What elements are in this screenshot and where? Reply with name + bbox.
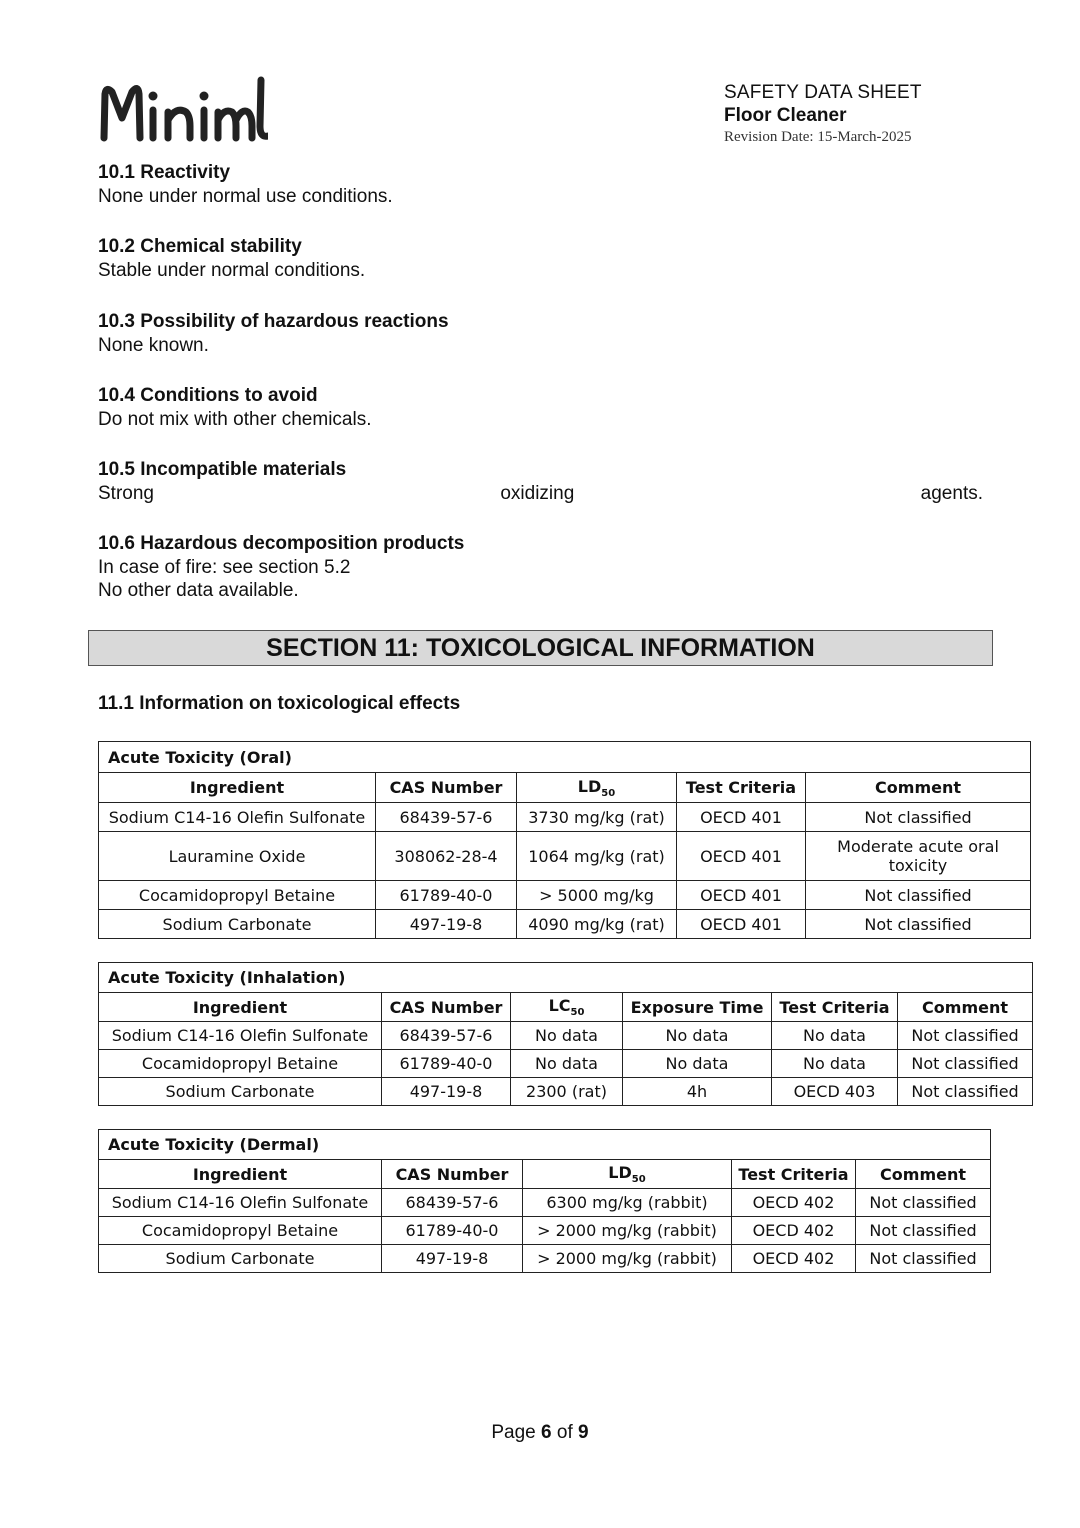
cell: Sodium C14-16 Olefin Sulfonate <box>99 1189 382 1217</box>
col-header: Exposure Time <box>623 993 772 1022</box>
section-text: In case of fire: see section 5.2 <box>98 557 351 578</box>
inhalation-toxicity-table <box>98 962 1033 1106</box>
cell: 497-19-8 <box>382 1245 523 1273</box>
oral-toxicity-table <box>98 741 1031 939</box>
cell: OECD 401 <box>677 910 806 939</box>
section-text: None known. <box>98 335 209 356</box>
col-header: $LD_{50}$ <box>523 1160 732 1189</box>
cell: Cocamidopropyl Betaine <box>99 1050 382 1078</box>
col-header: Comment <box>898 993 1033 1022</box>
cell: 6300 mg/kg (rabbit) <box>523 1189 732 1217</box>
section-10-1 <box>98 161 393 208</box>
col-header: Ingredient <box>99 1160 382 1189</box>
cell: OECD 401 <box>677 803 806 832</box>
miniml-logo <box>98 72 268 148</box>
cell: No data <box>772 1050 898 1078</box>
page-of: of <box>556 1422 573 1443</box>
section-title: 10.5 Incompatible materials <box>98 459 347 480</box>
col-header: Test Criteria <box>732 1160 856 1189</box>
col-header: CAS Number <box>376 773 517 803</box>
cell: OECD 401 <box>677 832 806 881</box>
cell: Sodium C14-16 Olefin Sulfonate <box>99 1022 382 1050</box>
section-10-3 <box>98 310 449 357</box>
table-header-row <box>99 773 1031 803</box>
dermal-toxicity-table <box>98 1129 991 1273</box>
cell: 61789-40-0 <box>376 881 517 910</box>
cell: 68439-57-6 <box>376 803 517 832</box>
cell: 497-19-8 <box>376 910 517 939</box>
revision-date: Revision Date: 15-March-2025 <box>724 129 912 145</box>
cell: No data <box>511 1050 623 1078</box>
cell: No data <box>623 1022 772 1050</box>
cell: Sodium C14-16 Olefin Sulfonate <box>99 803 376 832</box>
cell: 68439-57-6 <box>382 1022 511 1050</box>
section-text: Do not mix with other chemicals. <box>98 409 372 430</box>
col-header: Ingredient <box>99 773 376 803</box>
cell: Sodium Carbonate <box>99 1078 382 1106</box>
cell: Not classified <box>806 881 1031 910</box>
table-header-row <box>99 993 1033 1022</box>
section-10-5 <box>98 458 983 505</box>
section-10-4 <box>98 384 372 431</box>
cell: Not classified <box>806 910 1031 939</box>
cell: OECD 401 <box>677 881 806 910</box>
cell: No data <box>623 1050 772 1078</box>
cell: 497-19-8 <box>382 1078 511 1106</box>
cell: 1064 mg/kg (rat) <box>517 832 677 881</box>
cell: Not classified <box>856 1189 991 1217</box>
cell: Lauramine Oxide <box>99 832 376 881</box>
table-row <box>99 1050 1033 1078</box>
col-header: CAS Number <box>382 1160 523 1189</box>
cell: > 2000 mg/kg (rabbit) <box>523 1245 732 1273</box>
cell: 4090 mg/kg (rat) <box>517 910 677 939</box>
cell: 4h <box>623 1078 772 1106</box>
page-total: 9 <box>578 1422 589 1443</box>
table-caption: Acute Toxicity (Oral) <box>99 742 1031 773</box>
section-title: 10.6 Hazardous decomposition products <box>98 533 465 554</box>
cell: Not classified <box>898 1050 1033 1078</box>
table-row <box>99 1078 1033 1106</box>
cell: Sodium Carbonate <box>99 1245 382 1273</box>
col-header: Comment <box>856 1160 991 1189</box>
section-text: None under normal use conditions. <box>98 186 393 207</box>
table-row <box>99 1217 991 1245</box>
doc-type: SAFETY DATA SHEET <box>724 82 922 103</box>
table-row <box>99 1189 991 1217</box>
table-caption: Acute Toxicity (Inhalation) <box>99 963 1033 993</box>
cell: OECD 402 <box>732 1245 856 1273</box>
col-header: $LC_{50}$ <box>511 993 623 1022</box>
table-row <box>99 1245 991 1273</box>
table-row <box>99 881 1031 910</box>
word: Strong <box>98 483 154 504</box>
cell: 61789-40-0 <box>382 1050 511 1078</box>
table-row <box>99 910 1031 939</box>
col-header: CAS Number <box>382 993 511 1022</box>
cell: 3730 mg/kg (rat) <box>517 803 677 832</box>
cell: Not classified <box>898 1022 1033 1050</box>
cell: Not classified <box>806 803 1031 832</box>
cell: No data <box>511 1022 623 1050</box>
cell: Not classified <box>898 1078 1033 1106</box>
table-row <box>99 832 1031 881</box>
cell: Cocamidopropyl Betaine <box>99 1217 382 1245</box>
section-11-1-title: 11.1 Information on toxicological effects <box>98 693 461 714</box>
cell: Sodium Carbonate <box>99 910 376 939</box>
section-text <box>98 482 983 505</box>
section-11-banner: SECTION 11: TOXICOLOGICAL INFORMATION <box>88 630 993 666</box>
product-name: Floor Cleaner <box>724 105 847 126</box>
cell: 68439-57-6 <box>382 1189 523 1217</box>
page-label: Page <box>491 1422 536 1443</box>
cell: 61789-40-0 <box>382 1217 523 1245</box>
section-title: 10.1 Reactivity <box>98 162 231 183</box>
word: agents. <box>920 483 983 504</box>
table-row <box>99 803 1031 832</box>
cell: No data <box>772 1022 898 1050</box>
section-10-2 <box>98 235 365 282</box>
page-number: 6 <box>541 1422 552 1443</box>
col-header: $LD_{50}$ <box>517 773 677 803</box>
col-header: Ingredient <box>99 993 382 1022</box>
col-header: Test Criteria <box>772 993 898 1022</box>
cell: > 2000 mg/kg (rabbit) <box>523 1217 732 1245</box>
word: oxidizing <box>500 483 575 504</box>
cell: Moderate acute oral toxicity <box>806 832 1031 881</box>
section-text: No other data available. <box>98 580 299 601</box>
section-title: 10.4 Conditions to avoid <box>98 385 318 406</box>
cell: OECD 403 <box>772 1078 898 1106</box>
document-header <box>724 82 922 146</box>
cell: > 5000 mg/kg <box>517 881 677 910</box>
section-10-6 <box>98 532 464 602</box>
section-text: Stable under normal conditions. <box>98 260 366 281</box>
cell: Cocamidopropyl Betaine <box>99 881 376 910</box>
cell: OECD 402 <box>732 1189 856 1217</box>
table-header-row <box>99 1160 991 1189</box>
col-header: Test Criteria <box>677 773 806 803</box>
cell: Not classified <box>856 1245 991 1273</box>
col-header: Comment <box>806 773 1031 803</box>
cell: 2300 (rat) <box>511 1078 623 1106</box>
cell: OECD 402 <box>732 1217 856 1245</box>
cell: 308062-28-4 <box>376 832 517 881</box>
page-footer <box>0 1422 1080 1444</box>
table-caption: Acute Toxicity (Dermal) <box>99 1130 991 1160</box>
section-title: 10.2 Chemical stability <box>98 236 302 257</box>
cell: Not classified <box>856 1217 991 1245</box>
section-title: 10.3 Possibility of hazardous reactions <box>98 311 449 332</box>
table-row <box>99 1022 1033 1050</box>
